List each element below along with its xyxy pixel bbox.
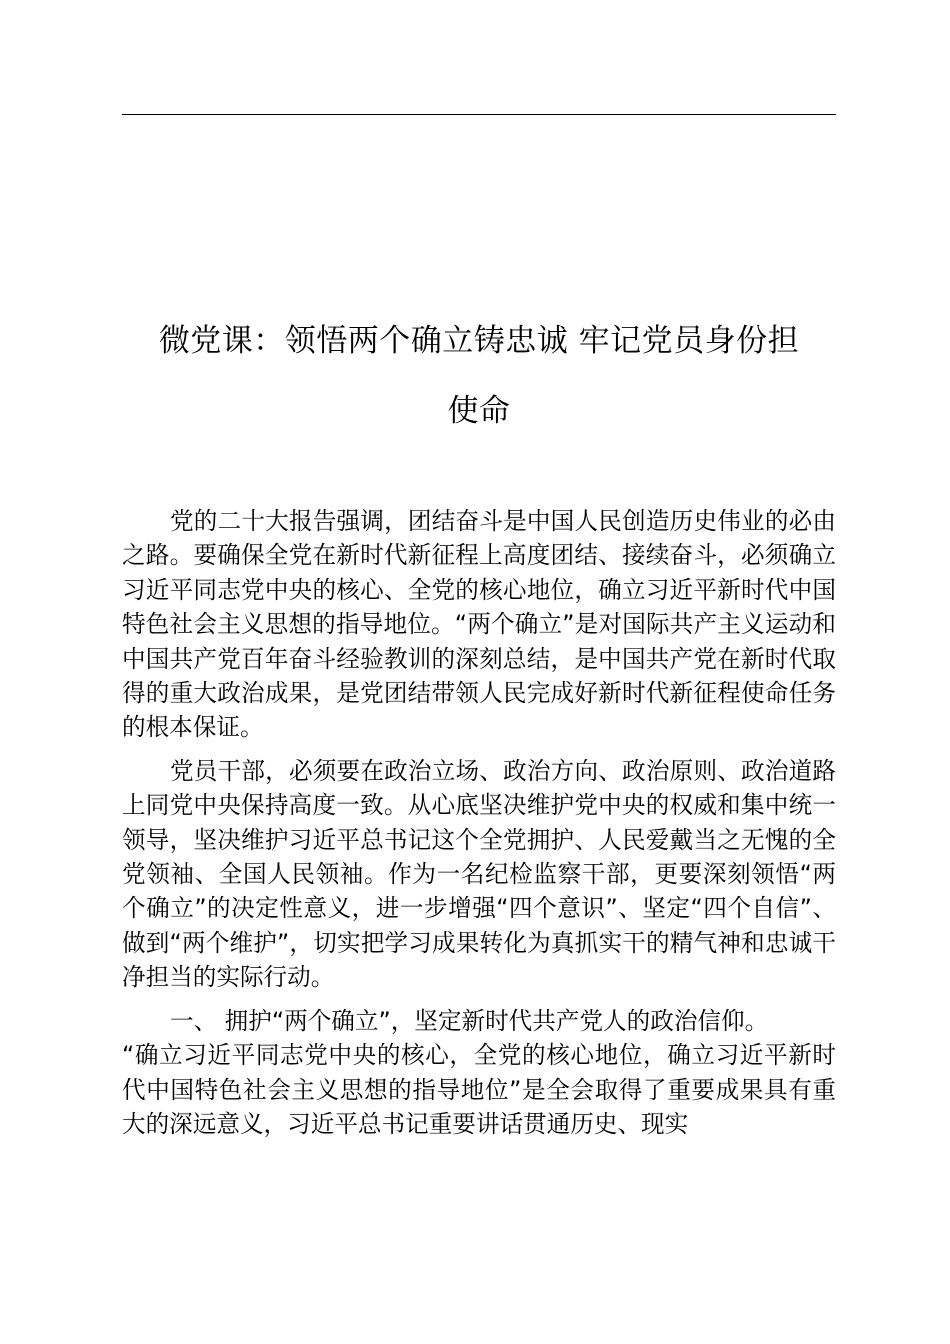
header-rule (122, 114, 836, 115)
paragraph-cadres: 党员干部，必须要在政治立场、政治方向、政治原则、政治道路上同党中央保持高度一致。从心底坚决维护党中央的权威和集中统一领导，坚决维护习近平总书记这个全党拥护、人民爱戴当之无愧的全党领袖、全国人民领袖。作为一名纪检监察干部，更要深刻领悟“两个确立”的决定性意义，进一步增强“四个意识”、坚定“四个自信”、做到“两个维护”，切实把学习成果转化为真抓实干的精气神和忠诚干净担当的实际行动。 (122, 756, 836, 992)
document-title (122, 306, 836, 446)
section-paragraph: “确立习近平同志党中央的核心，全党的核心地位，确立习近平新时代中国特色社会主义思想的指导地位”是全会取得了重要成果具有重大的深远意义，习近平总书记重要讲话贯通历史、现实 (122, 1041, 836, 1138)
section-heading: 一、 拥护“两个确立”，坚定新时代共产党人的政治信仰。 (170, 1006, 769, 1035)
document-body (122, 504, 836, 1150)
title-line-1: 微党课：领悟两个确立铸忠诚 牢记党员身份担 (158, 323, 800, 359)
title-line-2: 使命 (447, 393, 511, 429)
paragraph-intro: 党的二十大报告强调，团结奋斗是中国人民创造历史伟业的必由之路。要确保全党在新时代新征程上高度团结、接续奋斗，必须确立习近平同志党中央的核心、全党的核心地位，确立习近平新时代中国特色社会主义思想的指导地位。“两个确立”是对国际共产主义运动和中国共产党百年奋斗经验教训的深刻总结，是中国共产党在新时代取得的重大政治成果，是党团结带领人民完成好新时代新征程使命任务的根本保证。 (122, 507, 836, 742)
